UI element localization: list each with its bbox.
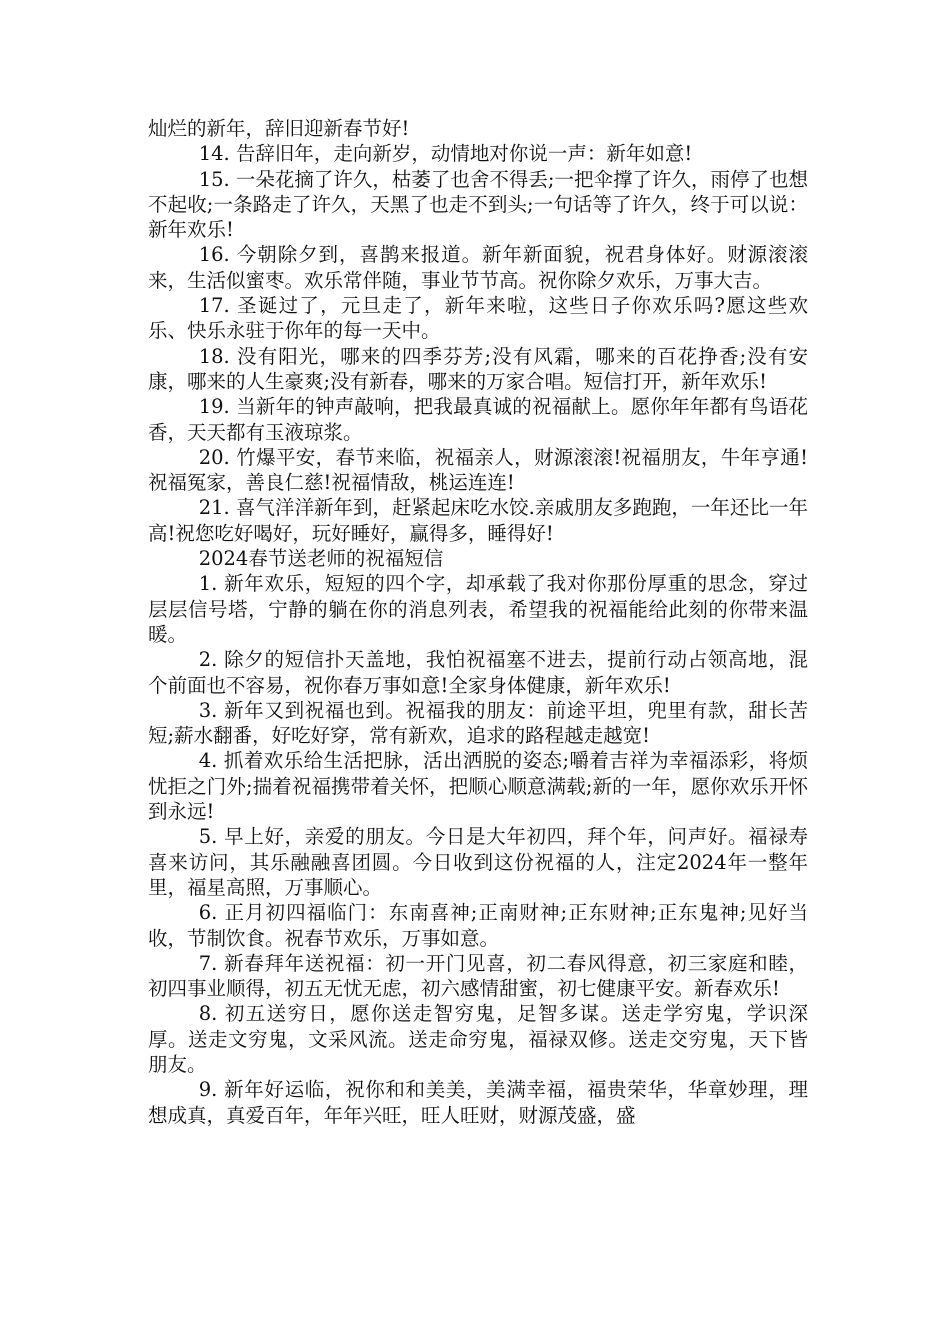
teacher-wish-item-1: 1. 新年欢乐，短短的四个字，却承载了我对你那份厚重的思念，穿过层层信号塔，宁静的躺在你的消息列表，希望我的祝福能给此刻的你带来温暖。	[148, 572, 808, 646]
teacher-wish-item-2: 2. 除夕的短信扑天盖地，我怕祝福塞不进去，提前行动占领高地，混个前面也不容易，祝你春万事如意!全家身体健康，新年欢乐!	[148, 648, 808, 697]
wish-item-14: 14. 告辞旧年，走向新岁，动情地对你说一声：新年如意!	[198, 142, 693, 166]
wish-item-20: 20. 竹爆平安，春节来临，祝福亲人，财源滚滚!祝福朋友，牛年亨通!祝福冤家，善良仁慈!祝福情敌，桃运连连!	[148, 445, 808, 495]
teacher-wish-item-9: 9. 新年好运临，祝你和和美美，美满幸福，福贵荣华，华章妙理，理想成真，真爱百年，年年兴旺，旺人旺财，财源茂盛，盛	[148, 1078, 808, 1127]
wish-item-15: 15. 一朵花摘了许久，枯萎了也舍不得丢;一把伞撑了许久，雨停了也想不起收;一条路走了许久，天黑了也走不到头;一句话等了许久，终于可以说：新年欢乐!	[148, 167, 808, 242]
teacher-wish-item-4: 4. 抓着欢乐给生活把脉，活出洒脱的姿态;嚼着吉祥为幸福添彩，将烦忧拒之门外;揣着祝福携带着关怀，把顺心顺意满载;新的一年，愿你欢乐开怀到永远!	[148, 749, 808, 824]
wish-item-17: 17. 圣诞过了，元旦走了，新年来啦，这些日子你欢乐吗?愿这些欢乐、快乐永驻于你年的每一天中。	[148, 294, 808, 343]
section-heading: 2024春节送老师的祝福短信	[198, 547, 444, 571]
teacher-wish-item-6: 6. 正月初四福临门：东南喜神;正南财神;正东财神;正东鬼神;见好当收，节制饮食。祝春节欢乐，万事如意。	[148, 901, 808, 950]
wish-item-19: 19. 当新年的钟声敲响，把我最真诚的祝福献上。愿你年年都有鸟语花香，天天都有玉液琼浆。	[148, 395, 808, 444]
document-page	[148, 116, 808, 1128]
teacher-wish-item-5: 5. 早上好，亲爱的朋友。今日是大年初四，拜个年，问声好。福禄寿喜来访问，其乐融融喜团圆。今日收到这份祝福的人，注定2024年一整年里，福星高照，万事顺心。	[148, 825, 808, 899]
wish-item-21: 21. 喜气洋洋新年到，赶紧起床吃水饺.亲戚朋友多跑跑，一年还比一年高!祝您吃好喝好，玩好睡好，赢得多，睡得好!	[148, 496, 808, 545]
lead-continuation: 灿烂的新年，辞旧迎新春节好!	[148, 117, 410, 140]
teacher-wish-item-8: 8. 初五送穷日，愿你送走智穷鬼，足智多谋。送走学穷鬼，学识深厚。送走文穷鬼，文采风流。送走命穷鬼，福禄双修。送走交穷鬼，天下皆朋友。	[148, 1002, 808, 1076]
teacher-wish-item-7: 7. 新春拜年送祝福：初一开门见喜，初二春风得意，初三家庭和睦，初四事业顺得，初五无忧无虑，初六感情甜蜜，初七健康平安。新春欢乐!	[148, 951, 808, 1001]
wish-item-16: 16. 今朝除夕到，喜鹊来报道。新年新面貌，祝君身体好。财源滚滚来，生活似蜜枣。欢乐常伴随，事业节节高。祝你除夕欢乐，万事大吉。	[148, 243, 808, 292]
wish-item-18: 18. 没有阳光，哪来的四季芬芳;没有风霜，哪来的百花挣香;没有安康，哪来的人生豪爽;没有新春，哪来的万家合唱。短信打开，新年欢乐!	[148, 344, 808, 393]
teacher-wish-item-3: 3. 新年又到祝福也到。祝福我的朋友：前途平坦，兜里有款，甜长苦短;薪水翻番，好吃好穿，常有新欢，追求的路程越走越宽!	[148, 698, 808, 748]
